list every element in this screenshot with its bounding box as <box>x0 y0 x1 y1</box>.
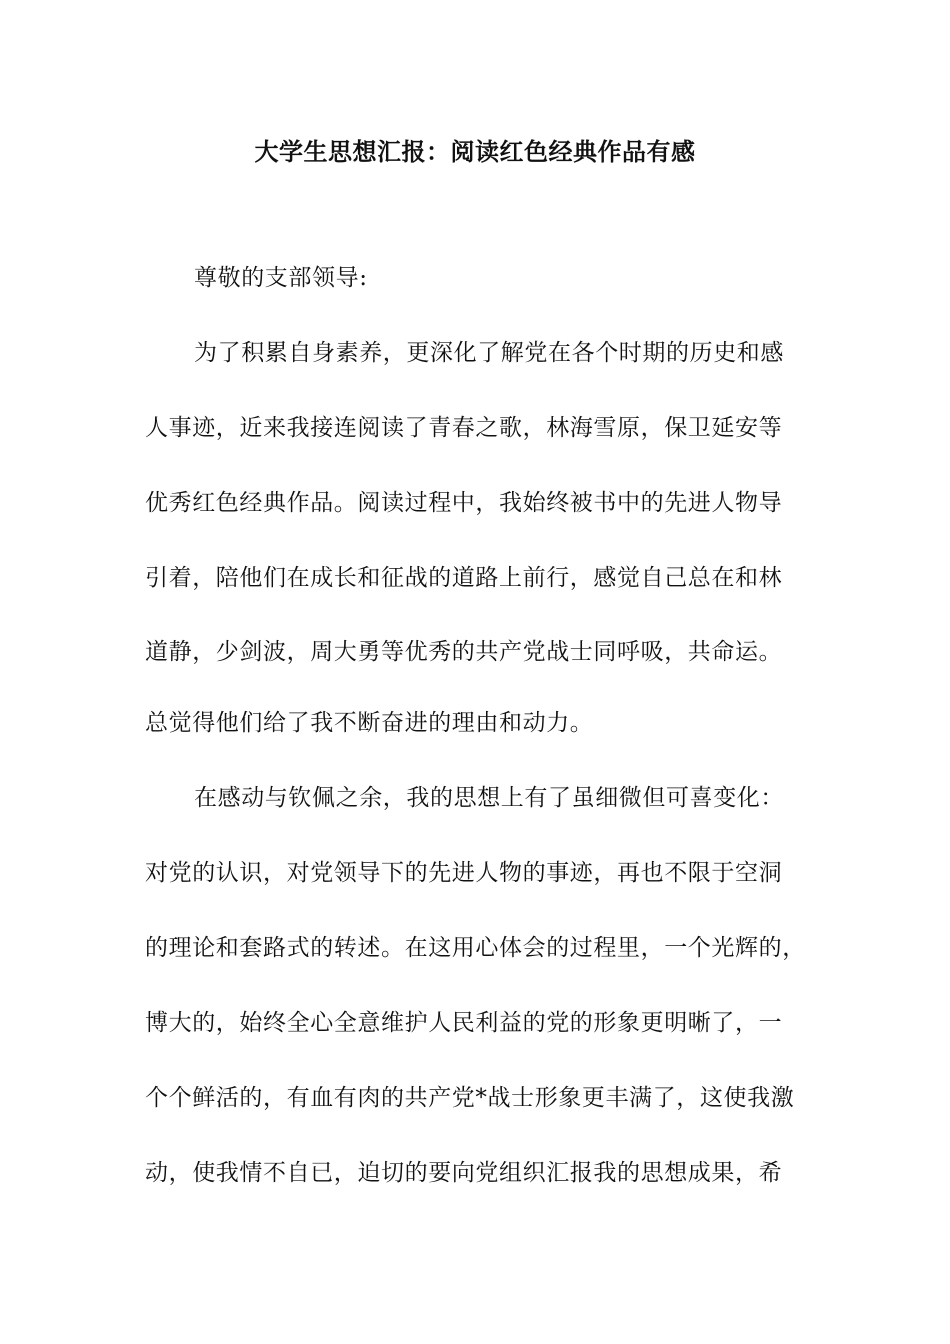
paragraph-line: 为了积累自身素养，更深化了解党在各个时期的历史和感 <box>194 340 784 366</box>
paragraph-line: 引着，陪他们在成长和征战的道路上前行，感觉自己总在和林 <box>145 565 783 591</box>
paragraph-line: 总觉得他们给了我不断奋进的理由和动力。 <box>145 710 594 736</box>
paragraph-line: 个个鲜活的，有血有肉的共产党*战士形象更丰满了，这使我激 <box>145 1085 795 1111</box>
salutation: 尊敬的支部领导: <box>194 265 368 291</box>
paragraph-line: 博大的，始终全心全意维护人民利益的党的形象更明晰了，一 <box>145 1010 783 1036</box>
paragraph-line: 的理论和套路式的转述。在这用心体会的过程里，一个光辉的， <box>145 935 806 961</box>
paragraph-line: 人事迹，近来我接连阅读了青春之歌，林海雪原，保卫延安等 <box>145 415 783 441</box>
paragraph-line: 道静，少剑波，周大勇等优秀的共产党战士同呼吸，共命运。 <box>145 639 783 665</box>
paragraph-line: 优秀红色经典作品。阅读过程中，我始终被书中的先进人物导 <box>145 490 783 516</box>
paragraph-line: 对党的认识，对党领导下的先进人物的事迹，再也不限于空洞 <box>145 860 783 886</box>
document-title: 大学生思想汇报：阅读红色经典作品有感 <box>254 138 696 166</box>
paragraph-line: 在感动与钦佩之余，我的思想上有了虽细微但可喜变化： <box>194 785 784 811</box>
paragraph-line: 动，使我情不自已，迫切的要向党组织汇报我的思想成果，希 <box>145 1160 783 1186</box>
